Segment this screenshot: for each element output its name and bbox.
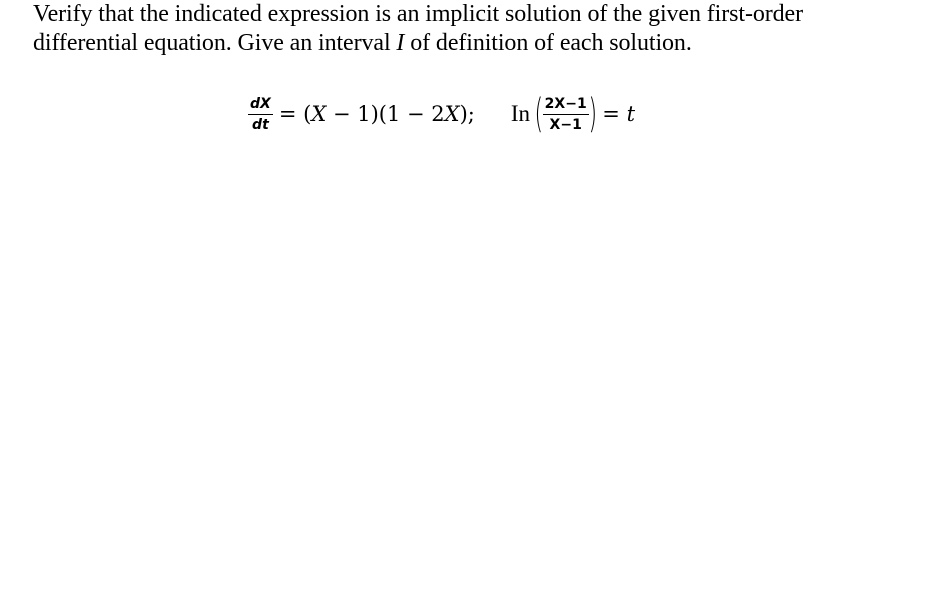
differential-equation-rhs — [279, 102, 475, 126]
solution-equals-sign: = — [602, 102, 620, 126]
interval-variable: I — [396, 30, 405, 56]
solution-denominator: X−1 — [549, 116, 582, 133]
prompt-line-2-end: of definition of each solution. — [404, 30, 692, 56]
rhs-part-2: − 1)(1 − 2 — [326, 102, 445, 126]
rhs-part-1: ( — [303, 102, 312, 126]
implicit-solution — [510, 91, 636, 137]
prompt-line-2-start: differential equation. Give an interval — [33, 30, 397, 56]
prompt-line-1: Verify that the indicated expression is an implicit solution of the given first-order — [33, 1, 803, 27]
solution-fraction — [543, 96, 589, 133]
left-parenthesis: ( — [534, 91, 544, 137]
solution-rhs-variable: t — [626, 102, 636, 126]
log-function: In — [510, 101, 531, 126]
problem-statement — [33, 0, 933, 58]
rhs-variable-2: X — [444, 102, 460, 126]
derivative-numerator: dX — [248, 96, 273, 115]
prompt-line-2 — [33, 29, 933, 58]
prompt-text — [33, 0, 933, 58]
equation-row — [248, 88, 635, 140]
derivative-fraction — [248, 96, 273, 133]
rhs-part-3: ); — [459, 102, 475, 126]
derivative-denominator: dt — [252, 116, 269, 133]
equals-sign: = — [278, 102, 297, 126]
rhs-variable-1: X — [311, 102, 327, 126]
solution-numerator: 2X−1 — [543, 96, 589, 115]
right-parenthesis: ) — [588, 91, 597, 137]
solution-rhs — [602, 102, 635, 126]
